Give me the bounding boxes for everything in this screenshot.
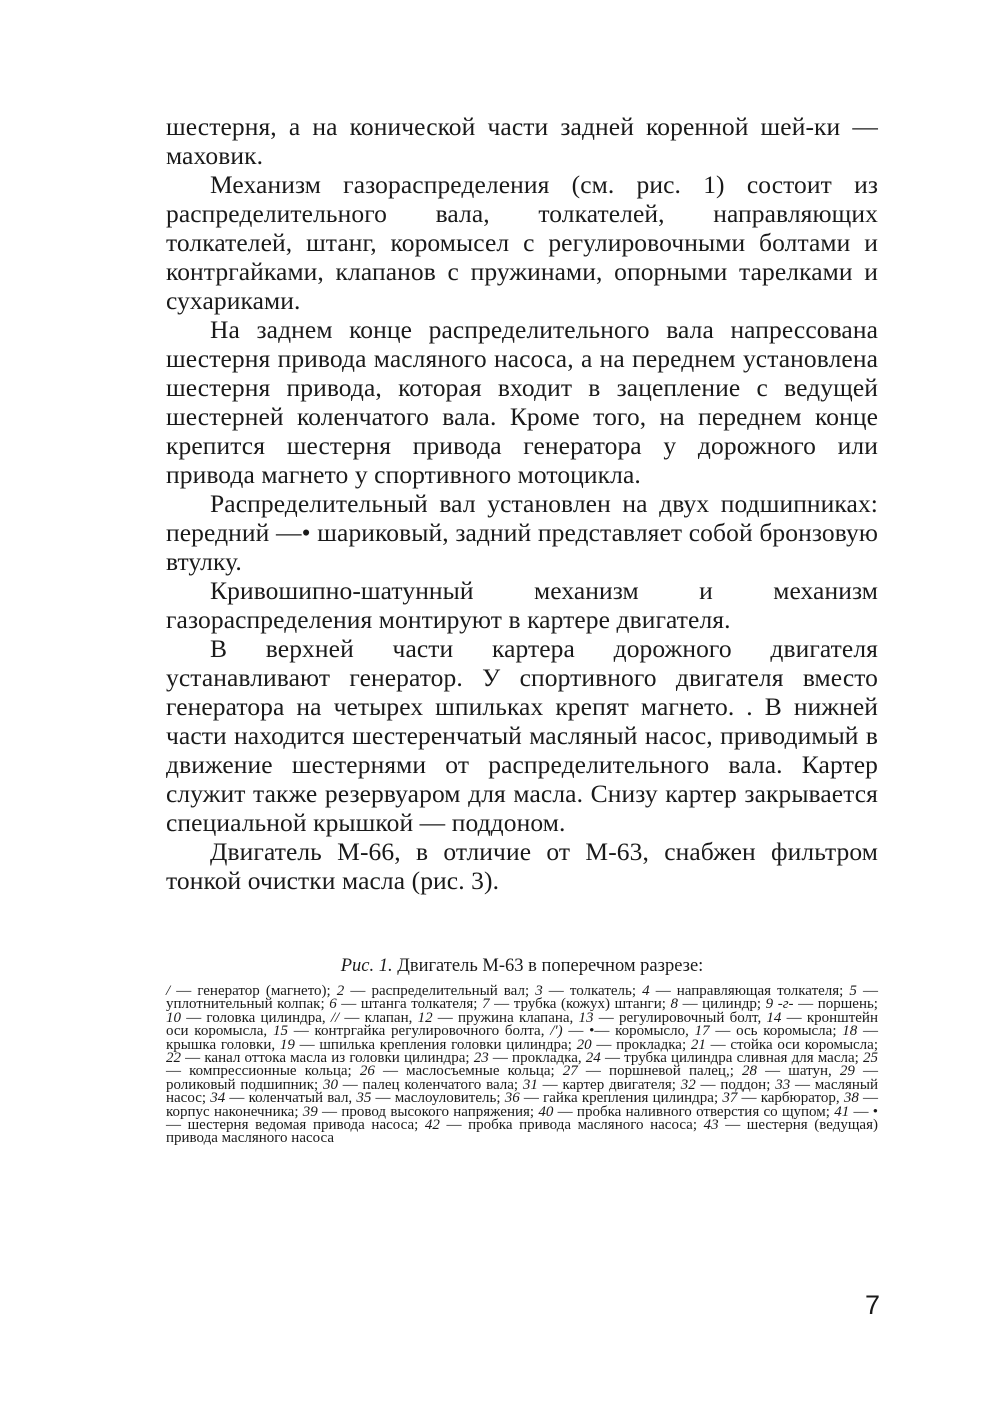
legend-number: 24 (585, 1050, 601, 1067)
legend-text: — палец коленчатого вала; (337, 1076, 523, 1093)
page-number: 7 (865, 1290, 881, 1320)
legend-number: 41 (834, 1103, 850, 1120)
paragraph: шестерня, а на конической части задней коренной шей-ки — маховик. (166, 112, 878, 170)
legend-number: 35 (356, 1090, 372, 1107)
paragraph: В верхней части картера дорожного двигателя устанавливают генератор. У спортивного двигателя вместо генератора на четырех шпильках крепят магнето. . В нижней части находится шестеренчатый масляный насос, приводимый в движение шестернями от распределительного вала. Картер служит также резервуаром для масла. Снизу картер закрывается специальной крышкой — поддоном. (166, 634, 878, 837)
legend-number: 36 (504, 1090, 520, 1107)
legend-text: — картер двигателя; (537, 1076, 681, 1093)
legend-number: 18 (842, 1023, 858, 1040)
legend-number: 20 (576, 1036, 592, 1053)
legend-text: — роликовый подшипник; (166, 1063, 878, 1093)
legend-text: — карбюратор, (737, 1090, 844, 1107)
paragraph: Кривошипно-шатунный механизм и механизм газораспределения монтируют в картере двигателя. (166, 576, 878, 634)
paragraph: Распределительный вал установлен на двух подшипниках: передний —• шариковый, задний представляет собой бронзовую втулку. (166, 489, 878, 576)
legend-text: — шатун, (757, 1063, 840, 1080)
paragraph: Двигатель М-66, в отличие от М-63, снабжен фильтром тонкой очистки масла (рис. 3). (166, 837, 878, 895)
legend-number: 19 (279, 1036, 295, 1053)
legend-text: — уплотнительный колпак; (166, 983, 878, 1013)
legend-number: 7 (482, 996, 490, 1013)
paragraph: На заднем конце распределительного вала напрессована шестерня привода масляного насоса, а на переднем установлена шестерня привода, которая входит в зацепление с ведущей шестерней коленчатого вала. Кроме того, на переднем конце крепится шестерня привода генератора у дорожного или привода магнето у спортивного мотоцикла. (166, 315, 878, 489)
figure-label: Рис. 1. (340, 956, 393, 976)
legend-text: — •— шестерня ведомая привода насоса; (166, 1103, 878, 1134)
legend-text: — прокладка, (488, 1050, 586, 1067)
legend-text: — канал оттока масла из головки цилиндра; (181, 1050, 474, 1067)
legend-text: — генератор (магнето); (170, 983, 337, 999)
legend-text: — стойка оси коромысла; (705, 1036, 878, 1053)
legend-number: 28 (742, 1063, 757, 1080)
legend-number: 38 (843, 1090, 859, 1107)
legend-text: — компрессионные кольца; (166, 1063, 360, 1080)
legend-number: 6 (329, 996, 337, 1013)
legend-text: — распределительный вал; (344, 983, 536, 999)
legend-text: — цилиндр; (677, 996, 766, 1013)
body-text (166, 112, 878, 895)
legend-number: 26 (359, 1063, 375, 1080)
legend-number: 5 (849, 983, 857, 999)
legend-number: /') (550, 1023, 563, 1040)
legend-text: — корпус наконечника; (166, 1090, 879, 1120)
figure-caption (166, 955, 878, 1146)
legend-text: — трубка цилиндра сливная для масла; (600, 1050, 863, 1067)
legend-number: 25 (863, 1050, 878, 1067)
legend-number: 13 (578, 1009, 594, 1026)
legend-text: — головка цилиндра, (181, 1009, 331, 1026)
legend-number: 31 (522, 1076, 538, 1093)
legend-number: 3 (535, 983, 543, 999)
legend-text: — кронштейн оси коромысла, (166, 1009, 878, 1040)
figure-title: Двигатель М-63 в поперечном разрезе: (397, 956, 704, 976)
legend-text: — клапан, (339, 1009, 418, 1026)
legend-text: — •— коромысло, (562, 1023, 695, 1040)
legend-number: 40 (538, 1103, 554, 1120)
legend-number: 14 (766, 1009, 782, 1026)
legend-text: — трубка (кожух) штанги; (489, 996, 671, 1013)
legend-number: 4 (642, 983, 650, 999)
legend-number: 33 (775, 1076, 791, 1093)
legend-number: 43 (703, 1117, 719, 1134)
legend-number: 2 (336, 983, 345, 999)
legend-number: 15 (272, 1023, 288, 1040)
legend-text: — крышка головки, (166, 1023, 879, 1053)
legend-text: — прокладка; (591, 1036, 691, 1053)
legend-number: 9 -г- (765, 996, 794, 1013)
legend-text: — коленчатый вал, (225, 1090, 357, 1107)
legend-text: — направляющая толкателя; (649, 983, 850, 999)
legend-text: — поддон; (695, 1076, 776, 1093)
legend-number: 34 (210, 1090, 226, 1107)
legend-number: 32 (680, 1076, 696, 1093)
legend-number: 21 (690, 1036, 706, 1053)
legend-number: 10 (166, 1009, 181, 1026)
legend-text: — толкатель; (542, 983, 643, 999)
legend-number: 42 (424, 1117, 440, 1134)
legend-number: 8 (670, 996, 678, 1013)
legend-text: — шестерня (ведущая) привода масляного насоса (166, 1117, 878, 1147)
legend-number: 39 (302, 1103, 318, 1120)
legend-number: 37 (722, 1090, 738, 1107)
legend-text: — маслоуловитель; (371, 1090, 505, 1107)
legend-text: — провод высокого напряжения; (317, 1103, 539, 1120)
legend-text: — поршневой палец,; (577, 1063, 742, 1080)
legend-text: — ось коромысла; (709, 1023, 843, 1040)
legend-number: 30 (322, 1076, 338, 1093)
legend-number: 23 (473, 1050, 489, 1067)
caption-title (166, 955, 878, 977)
legend-number: 12 (417, 1009, 433, 1026)
legend-text: — пробка наливного отверстия со щупом; (553, 1103, 835, 1120)
legend-number: 17 (694, 1023, 710, 1040)
legend-text: — регулировочный болт, (593, 1009, 767, 1026)
legend-number: 22 (166, 1050, 181, 1067)
legend-number: // (330, 1009, 340, 1026)
legend-text: — масляный насос; (166, 1076, 879, 1107)
figure-legend (166, 985, 878, 1146)
legend-number: / (166, 983, 171, 999)
paragraph: Механизм газораспределения (см. рис. 1) состоит из распределительного вала, толкателей, направляющих толкателей, штанг, коромысел с регулировочными болтами и контргайками, клапанов с пружинами, опорными тарелками и сухариками. (166, 170, 878, 315)
legend-text: — пробка привода масляного насоса; (439, 1117, 704, 1134)
legend-text: — штанга толкателя; (336, 996, 483, 1013)
legend-number: 27 (562, 1063, 578, 1080)
legend-number: 29 (839, 1063, 855, 1080)
legend-text: — поршень; (793, 996, 878, 1013)
legend-text: — контргайка регулировочного болта, (287, 1023, 551, 1040)
legend-text: — пружина клапана, (432, 1009, 579, 1026)
legend-text: — маслосъемные кольца; (374, 1063, 563, 1080)
legend-text: — шпилька крепления головки цилиндра; (294, 1036, 577, 1053)
legend-text: — гайка крепления цилиндра; (519, 1090, 723, 1107)
